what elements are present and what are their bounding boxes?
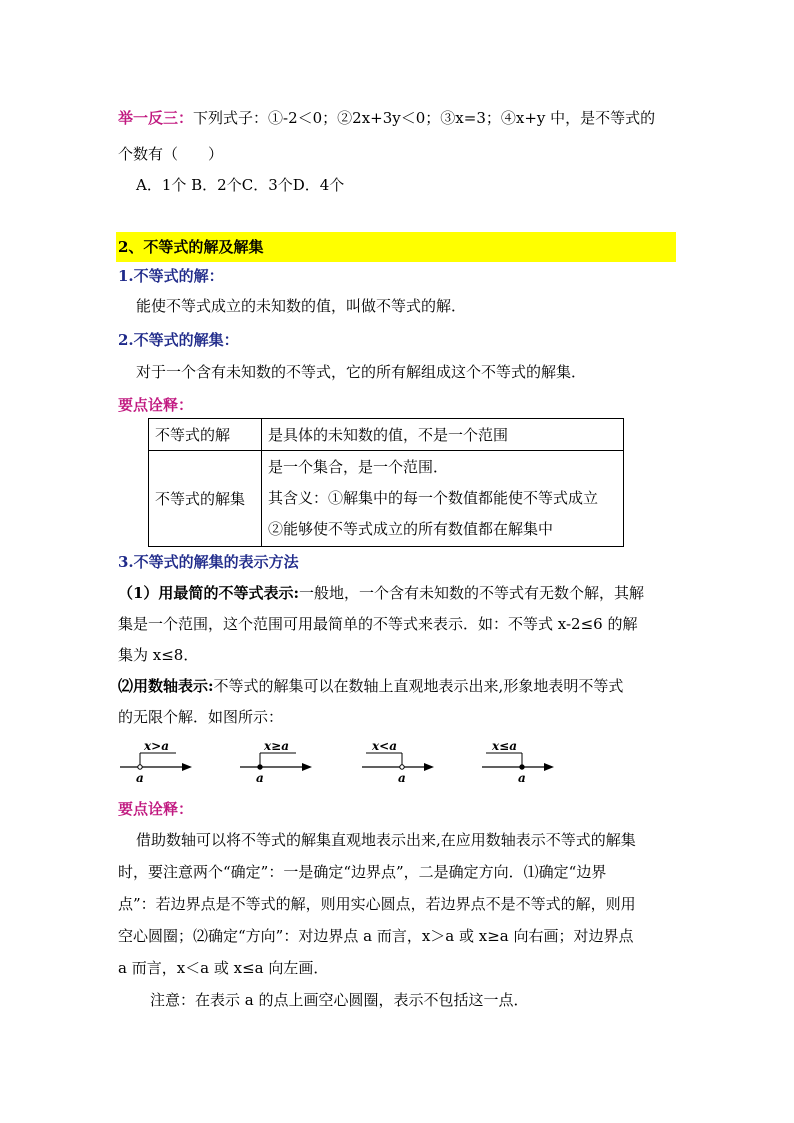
table-cell-desc: 是具体的未知数的值，不是一个范围 [262, 419, 624, 451]
definition-table [148, 418, 624, 547]
table-cell-term: 不等式的解 [149, 419, 262, 451]
table-row [149, 451, 624, 547]
sub2-title: 2.不等式的解集： [118, 331, 239, 349]
example-question-cont: 个数有（ ） [118, 145, 224, 163]
number-line-3 [360, 736, 440, 788]
p2-text2: 的无限个解．如图所示： [118, 708, 284, 726]
boundary-point [138, 765, 142, 769]
boundary-point [400, 765, 404, 769]
number-line-label: x>a [144, 739, 169, 753]
note2-line: 点”：若边界点是不等式的解，则用实心圆点，若边界点不是不等式的解，则用 [118, 895, 636, 913]
sub1-title: 1.不等式的解： [118, 267, 224, 285]
boundary-point [258, 765, 262, 769]
sub2-text: 对于一个含有未知数的不等式，它的所有解组成这个不等式的解集． [136, 363, 587, 381]
boundary-point [520, 765, 524, 769]
table-row [149, 419, 624, 451]
number-line-1 [118, 736, 198, 788]
axis-arrow [424, 763, 434, 771]
point-label: a [398, 771, 406, 785]
example-label: 举一反三： [118, 109, 194, 127]
number-line-label: x≤a [492, 739, 517, 753]
number-line-label: x≥a [264, 739, 289, 753]
point-label: a [136, 771, 144, 785]
note2-title: 要点诠释： [118, 800, 194, 818]
p1-line1 [118, 583, 644, 603]
number-line-2 [238, 736, 318, 788]
p2-line1 [118, 676, 623, 696]
axis-arrow [302, 763, 312, 771]
table-cell-desc [262, 451, 624, 547]
p1-text3: 集为 x≤8． [118, 646, 199, 664]
section2-header [116, 232, 676, 262]
note-title: 要点诠释： [118, 396, 194, 414]
section3-title: 3.不等式的解集的表示方法 [118, 553, 299, 571]
p2-label: ⑵用数轴表示: [118, 677, 214, 695]
axis-arrow [544, 763, 554, 771]
number-line-4 [480, 736, 560, 788]
example-question-line [118, 108, 655, 128]
note2-line: 时，要注意两个“确定”：一是确定“边界点”，二是确定方向．⑴确定“边界 [118, 863, 607, 881]
p1-text2: 集是一个范围，这个范围可用最简单的不等式来表示．如：不等式 x-2≤6 的解 [118, 615, 638, 633]
note2-line: 借助数轴可以将不等式的解集直观地表示出来,在应用数轴表示不等式的解集 [136, 831, 636, 849]
table-cell-line: ②能够使不等式成立的所有数值都在解集中 [268, 520, 554, 538]
section2-title: 2、不等式的解及解集 [118, 238, 264, 256]
table-cell-line: 是一个集合，是一个范围． [268, 458, 449, 476]
table-cell-line: 其含义：①解集中的每一个数值都能使不等式成立 [268, 489, 599, 507]
point-label: a [256, 771, 264, 785]
p1-text1: 一般地，一个含有未知数的不等式有无数个解，其解 [298, 584, 644, 602]
note2-line: a 而言，x＜a 或 x≤a 向左画． [118, 959, 329, 977]
p2-text1: 不等式的解集可以在数轴上直观地表示出来,形象地表明不等式 [213, 677, 624, 695]
number-line-label: x<a [372, 739, 397, 753]
point-label: a [518, 771, 526, 785]
example-options: A．1个 B．2个C．3个D．4个 [136, 176, 345, 194]
note2-line: 空心圆圈；⑵确定“方向”：对边界点 a 而言，x＞a 或 x≥a 向右画；对边界点 [118, 927, 634, 945]
attention-text: 注意：在表示 a 的点上画空心圆圈，表示不包括这一点． [150, 991, 529, 1009]
p1-label: （1）用最简的不等式表示: [118, 584, 299, 602]
table-cell-term: 不等式的解集 [149, 451, 262, 547]
sub1-text: 能使不等式成立的未知数的值，叫做不等式的解． [136, 297, 467, 315]
axis-arrow [182, 763, 192, 771]
example-question: 下列式子：①-2＜0；②2x+3y＜0；③x=3；④x+y 中，是不等式的 [193, 109, 656, 127]
